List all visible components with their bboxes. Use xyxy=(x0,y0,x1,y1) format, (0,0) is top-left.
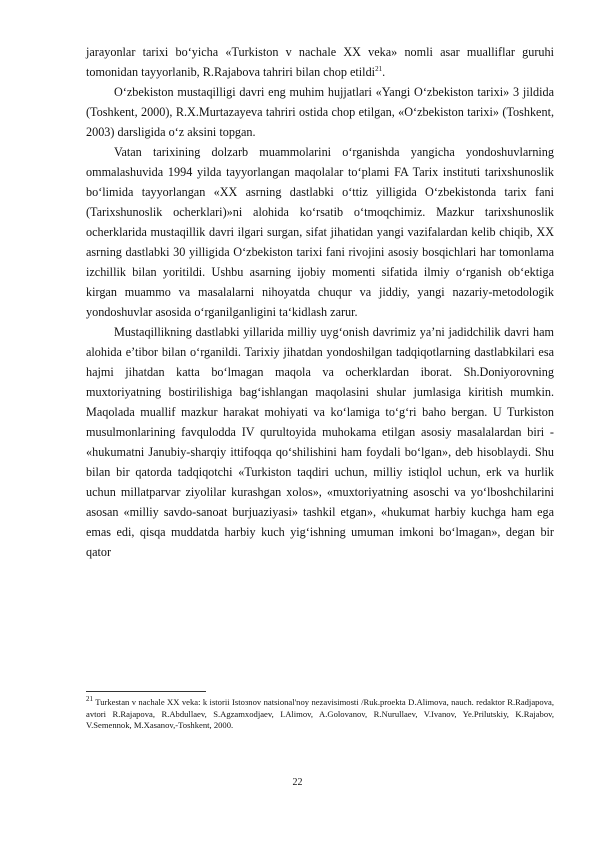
paragraph-2: O‘zbekiston mustaqilligi davri eng muhim hujjatlari «Yangi O‘zbekiston tarixi» 3 jildida (Toshkent, 2000), R.X.Murtazayeva tahriri ostida chop etilgan, «O‘zbekiston tarixi» (Toshkent, 2003) darsligida o‘z aksini topgan. xyxy=(86,85,554,139)
footnote-number: 21 xyxy=(86,695,93,704)
page-body xyxy=(86,42,554,562)
footnote-21 xyxy=(86,697,554,732)
paragraph-1 xyxy=(86,42,554,82)
paragraph-1-tail: . xyxy=(382,65,386,79)
paragraph-1-text: jarayonlar tarixi bo‘yicha «Turkiston v nachale XX veka» nomli asar mualliflar guruhi tomonidan tayyorlanib, R.Rajabova tahriri bilan chop etildi xyxy=(86,45,554,79)
footnote-area xyxy=(86,691,554,732)
paragraph-4: Mustaqillikning dastlabki yillarida milliy uyg‘onish davrimiz ya’ni jadidchilik davri ham alohida e’tibor bilan o‘rganildi. Tarixiy jihatdan yondoshilgan tadqiqotlarning dastlabkilari esa hajmi jihatdan katta bo‘lmagan maqola va ocherklardan iborat. Sh.Doniyorovning muxtoriyatning bostirilishiga bag‘ishlangan maqolasini shular jumlasiga kiritish mumkin. Maqolada muallif mazkur harakat mohiyati va ko‘lamiga to‘g‘ri baho bergan. U Turkiston musulmonlarining favqulodda IV qurultoyida muhokama etilgan asosiy masalalardan biri - «hukumatni Janubiy-sharqiy ittifoqqa qo‘shilishini ham foydali bo‘lgan», deb hisoblaydi. Shu bilan bir qatorda tadqiqotchi «Turkiston taqdiri uchun, milliy istiqlol uchun, erk va hurlik uchun millatparvar ziyolilar kurashgan xolos», «muxtoriyatning asoschi va yo‘lboshchilarini asosan «milliy savdo-sanoat burjuaziyasi» tashkil etgan», «hukumat harbiy kuchga ham ega emas edi, qisqa muddatda harbiy kuch yig‘ishning umuman imkoni bo‘lmagan», degan bir qator xyxy=(86,325,554,559)
page-number: 22 xyxy=(292,777,303,788)
footnote-divider xyxy=(86,691,206,692)
footnote-reference[interactable]: 21 xyxy=(375,64,383,73)
footnote-text: Turkestan v nachale XX veka: k istorii Istoзnov natsional'noy nezavisimosti /Ruk.proekta D.Alimova, nauch. redaktor R.Radjapova, avtori R.Rajapova, R.Abdullaev, S.Agzamxodjaev, I.Alimov, A.Golovanov, R.Nurullaev, V.Ivanov, Ye.Prilutskiy, K.Rajabov, V.Semennok, M.Xasanov,-Toshkent, 2000. xyxy=(86,697,554,730)
paragraph-3: Vatan tarixining dolzarb muammolarini o‘rganishda yangicha yondoshuvlarning ommalashuvida 1994 yilda tayyorlangan maqolalar to‘plami FA Tarix instituti tarixshunoslik bo‘limida tayyorlangan «XX asrning dastlabki o‘ttiz yilligida O‘zbekistonda tarix fani (Tarixshunoslik ocherklari)»ni alohida ko‘rsatib o‘tmoqchimiz. Mazkur tarixshunoslik ocherklarida mustaqillik davri ilgari surgan, sifat jihatidan yangi vazifalardan kelib chiqib, XX asrning dastlabki 30 yilligida O‘zbekiston tarixi fani rivojini asosiy bosqichlari har tomonlama izchillik bilan yoritildi. Ushbu asarning ijobiy momenti sifatida ilmiy o‘rganish ob‘ektiga kirgan muammo va masalalarni nihoyatda chuqur va jiddiy, yangi nazariy-metodologik yondoshuvlar asosida o‘rganilganligini ta‘kidlash zarur. xyxy=(86,145,554,319)
